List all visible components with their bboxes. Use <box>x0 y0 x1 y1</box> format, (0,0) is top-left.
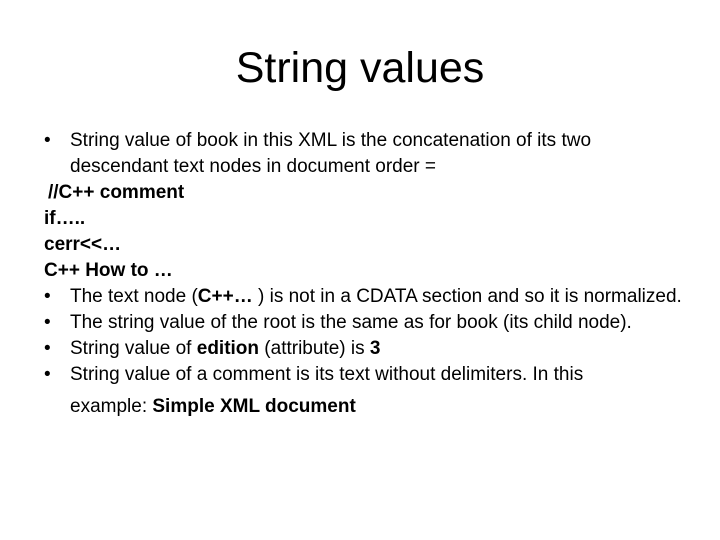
slide-body <box>44 128 684 420</box>
bullet-item-root-value <box>44 310 684 336</box>
code-line-cerr: cerr<<… <box>44 234 122 255</box>
slide-title: String values <box>235 44 485 92</box>
bullet-icon: • <box>44 364 51 385</box>
code-line-if: if….. <box>44 208 86 229</box>
bullet-icon: • <box>44 130 51 151</box>
bullet-item-edition-value <box>44 336 684 362</box>
bullet-icon: • <box>44 286 51 307</box>
bullet-icon: • <box>44 338 51 359</box>
bullet-text-bold: C++… <box>197 286 253 307</box>
code-line-howto: C++ How to … <box>44 260 173 281</box>
bullet-item-comment-value <box>44 362 684 420</box>
bullet-text-line2 <box>70 394 684 420</box>
bullet-text-pre: The text node ( <box>70 286 198 307</box>
bullet-text-bold-value: 3 <box>369 338 381 359</box>
bullet-item-string-value-of-book <box>44 128 684 180</box>
bullet-text-bold-edition: edition <box>196 338 260 359</box>
bullet-text-mid: (attribute) is <box>259 338 370 359</box>
bullet-text-bold-doc: Simple XML document <box>152 396 356 417</box>
bullet-text: String value of book in this XML is the concatenation of its two descendant text nodes in document order = <box>70 130 592 177</box>
bullet-item-text-node <box>44 284 684 310</box>
bullet-text-post: ) is not in a CDATA section and so it is normalized. <box>252 286 682 307</box>
bullet-icon: • <box>44 312 51 333</box>
bullet-text: The string value of the root is the same as for book (its child node). <box>70 312 632 333</box>
code-line-comment: //C++ comment <box>48 182 185 203</box>
bullet-text-example: example: <box>70 396 153 417</box>
bullet-text-pre: String value of <box>70 338 197 359</box>
bullet-text-line1: String value of a comment is its text without delimiters. In this <box>70 364 584 385</box>
